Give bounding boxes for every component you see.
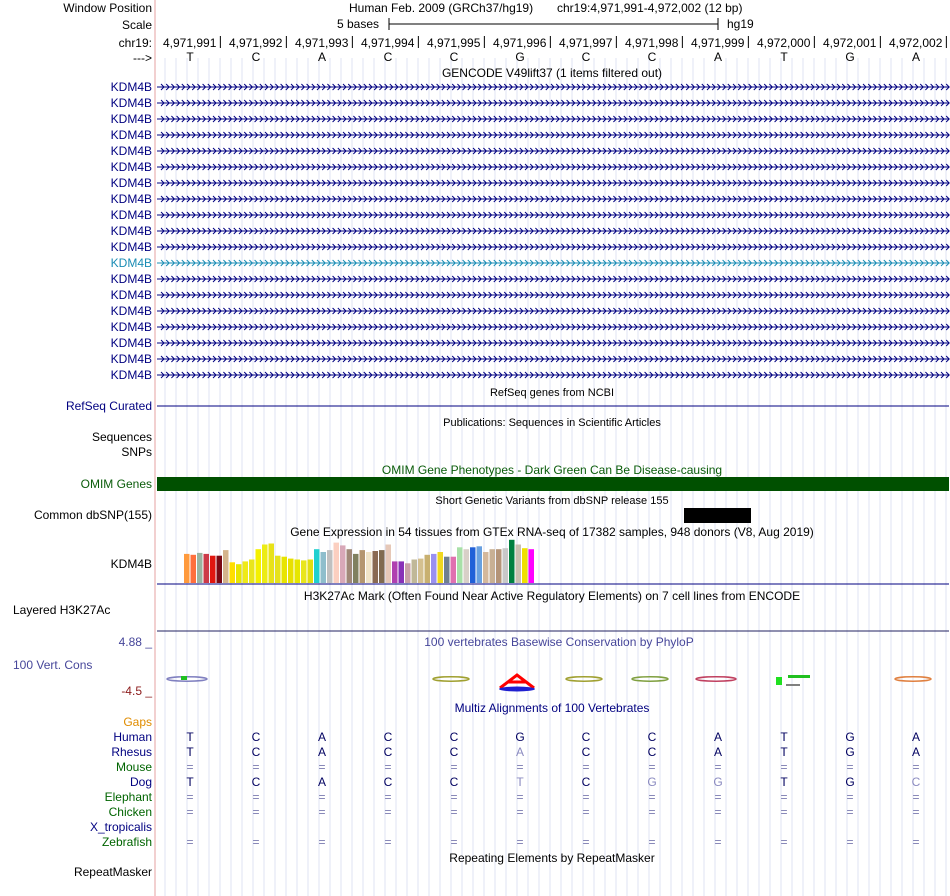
gtex-tissue-bar <box>457 547 463 583</box>
gencode-gene-label[interactable]: KDM4B <box>110 128 152 142</box>
multiz-aligned-base: = <box>846 835 854 849</box>
multiz-species-label[interactable]: X_tropicalis <box>89 820 152 834</box>
multiz-aligned-base: C <box>647 730 657 744</box>
multiz-aligned-base: A <box>713 730 723 744</box>
multiz-aligned-base: = <box>912 790 920 804</box>
multiz-aligned-base: = <box>384 835 392 849</box>
multiz-aligned-base: T <box>780 730 788 744</box>
phylop-logo-mark <box>181 676 187 680</box>
multiz-aligned-base: C <box>581 775 591 789</box>
multiz-aligned-base: C <box>383 745 393 759</box>
ruler-position-label: 4,972,001 <box>823 36 877 50</box>
gtex-tissue-bar <box>366 552 372 583</box>
gtex-tissue-bar <box>425 555 431 583</box>
phylop-logo <box>696 677 736 681</box>
gtex-tissue-bar <box>184 554 190 583</box>
reference-base: C <box>251 50 261 64</box>
gtex-tissue-bar <box>353 554 359 583</box>
gtex-tissue-bar <box>334 543 340 583</box>
reference-base: A <box>317 50 327 64</box>
multiz-aligned-base: = <box>318 760 326 774</box>
gtex-tissue-bar <box>483 552 489 583</box>
multiz-aligned-base: = <box>516 790 524 804</box>
phylop-min-label: -4.5 _ <box>121 684 152 698</box>
publications-snps-label[interactable]: SNPs <box>121 445 152 459</box>
gtex-tissue-bar <box>399 561 405 583</box>
gtex-tissue-bar <box>191 555 197 583</box>
omim-track-title[interactable]: OMIM Gene Phenotypes - Dark Green Can Be Disease-causing <box>381 463 723 477</box>
multiz-aligned-base: = <box>648 790 656 804</box>
ruler-position-label: 4,971,996 <box>493 36 547 50</box>
multiz-aligned-base: = <box>780 790 788 804</box>
multiz-aligned-base: G <box>845 775 855 789</box>
multiz-aligned-base: = <box>384 790 392 804</box>
multiz-aligned-base: A <box>317 745 327 759</box>
multiz-aligned-base: C <box>251 775 261 789</box>
omim-gene-bar <box>157 477 949 491</box>
gtex-tissue-bar <box>223 550 229 583</box>
multiz-aligned-base: T <box>186 775 194 789</box>
multiz-species-label[interactable]: Elephant <box>104 790 152 804</box>
multiz-aligned-base: = <box>846 760 854 774</box>
gtex-tissue-bar <box>522 548 528 583</box>
ruler-position-label: 4,971,997 <box>559 36 613 50</box>
phylop-logo-t <box>788 675 810 678</box>
gencode-gene-label[interactable]: KDM4B <box>110 192 152 206</box>
common-dbsnp-label[interactable]: Common dbSNP(155) <box>33 508 152 522</box>
strand-label: ---> <box>133 51 152 65</box>
position-text: chr19:4,971,991-4,972,002 (12 bp) <box>557 1 743 15</box>
phylop-logo <box>566 677 602 681</box>
reference-base: C <box>581 50 591 64</box>
reference-base: G <box>515 50 525 64</box>
gtex-tissue-bar <box>509 540 515 583</box>
multiz-aligned-base: A <box>317 730 327 744</box>
reference-base: G <box>845 50 855 64</box>
phylop-logo <box>632 677 668 681</box>
multiz-aligned-base: C <box>581 730 591 744</box>
gtex-tissue-bar <box>249 560 255 584</box>
reference-base: T <box>186 50 194 64</box>
multiz-aligned-base: = <box>582 835 590 849</box>
multiz-aligned-base: = <box>582 805 590 819</box>
gtex-tissue-bar <box>301 560 307 583</box>
gtex-tissue-bar <box>282 557 288 583</box>
gtex-tissue-bar <box>321 552 327 583</box>
gencode-gene-label[interactable]: KDM4B <box>110 176 152 190</box>
chrom-label: chr19: <box>118 36 152 50</box>
gtex-tissue-bar <box>438 552 444 583</box>
scale-bar-label: 5 bases <box>337 17 380 31</box>
repeatmasker-label[interactable]: RepeatMasker <box>73 865 152 879</box>
multiz-aligned-base: A <box>713 745 723 759</box>
reference-base: A <box>713 50 723 64</box>
gtex-tissue-bar <box>503 548 509 583</box>
multiz-aligned-base: = <box>252 790 260 804</box>
gtex-tissue-bar <box>210 556 216 583</box>
gtex-tissue-bar <box>464 549 470 583</box>
multiz-aligned-base: T <box>186 730 194 744</box>
multiz-aligned-base: A <box>317 775 327 789</box>
multiz-aligned-base: C <box>449 745 459 759</box>
multiz-aligned-base: = <box>846 790 854 804</box>
gencode-track-title[interactable]: GENCODE V49lift37 (1 items filtered out) <box>441 66 663 80</box>
gtex-tissue-bar <box>256 549 262 583</box>
multiz-aligned-base: = <box>318 790 326 804</box>
multiz-aligned-base: G <box>845 730 855 744</box>
multiz-species-label[interactable]: Chicken <box>108 805 152 819</box>
gtex-tissue-bar <box>516 545 522 584</box>
multiz-aligned-base: = <box>384 760 392 774</box>
phylop-logo-t-stem <box>776 677 782 685</box>
gtex-tissue-bar <box>236 564 242 583</box>
multiz-aligned-base: G <box>515 730 525 744</box>
gtex-tissue-bar <box>275 556 281 583</box>
multiz-species-label[interactable]: Dog <box>129 775 152 789</box>
gencode-gene-label[interactable]: KDM4B <box>110 352 152 366</box>
multiz-aligned-base: = <box>384 805 392 819</box>
gtex-tissue-bar <box>360 550 366 583</box>
gencode-gene-label[interactable]: KDM4B <box>110 256 152 270</box>
multiz-aligned-base: T <box>186 745 194 759</box>
multiz-aligned-base: A <box>515 745 525 759</box>
ruler-position-label: 4,972,002 <box>889 36 943 50</box>
multiz-aligned-base: T <box>516 775 524 789</box>
db-label: hg19 <box>727 17 754 31</box>
multiz-species-label[interactable]: Mouse <box>115 760 152 774</box>
gtex-tissue-bar <box>295 560 301 584</box>
gencode-gene-label[interactable]: KDM4B <box>110 368 152 382</box>
gtex-tissue-bar <box>269 544 275 584</box>
multiz-aligned-base: = <box>912 835 920 849</box>
gtex-tissue-bar <box>262 545 268 584</box>
gtex-tissue-bar <box>379 550 385 583</box>
multiz-aligned-base: = <box>516 805 524 819</box>
multiz-aligned-base: = <box>450 790 458 804</box>
ruler-position-label: 4,971,993 <box>295 36 349 50</box>
multiz-aligned-base: = <box>582 790 590 804</box>
gencode-gene-label[interactable]: KDM4B <box>110 240 152 254</box>
gtex-tissue-bar <box>243 561 249 583</box>
gencode-gene-label[interactable]: KDM4B <box>110 304 152 318</box>
multiz-aligned-base: = <box>714 835 722 849</box>
gtex-tissue-bar <box>288 559 294 583</box>
multiz-aligned-base: A <box>911 730 921 744</box>
multiz-species-label[interactable]: Human <box>113 730 152 744</box>
gtex-tissue-bar <box>405 563 411 583</box>
ruler-position-label: 4,972,000 <box>757 36 811 50</box>
gtex-tissue-bar <box>490 549 496 583</box>
gtex-gene-label[interactable]: KDM4B <box>110 557 152 571</box>
gtex-tissue-bar <box>477 546 483 583</box>
repeatmasker-track-title[interactable]: Repeating Elements by RepeatMasker <box>449 851 655 865</box>
multiz-aligned-base: = <box>318 805 326 819</box>
multiz-aligned-base: = <box>450 835 458 849</box>
ruler-position-label: 4,971,995 <box>427 36 481 50</box>
gtex-tissue-bar <box>314 549 320 583</box>
multiz-aligned-base: = <box>186 805 194 819</box>
gencode-gene-label[interactable]: KDM4B <box>110 288 152 302</box>
gencode-gene-label[interactable]: KDM4B <box>110 336 152 350</box>
gencode-gene-label[interactable]: KDM4B <box>110 112 152 126</box>
gtex-tissue-bar <box>412 560 418 584</box>
multiz-aligned-base: = <box>780 835 788 849</box>
gtex-tissue-bar <box>529 549 535 583</box>
multiz-aligned-base: C <box>251 745 261 759</box>
gencode-gene-label[interactable]: KDM4B <box>110 80 152 94</box>
gencode-gene-label[interactable]: KDM4B <box>110 320 152 334</box>
ruler-position-label: 4,971,999 <box>691 36 745 50</box>
multiz-aligned-base: = <box>450 760 458 774</box>
ruler-position-label: 4,971,991 <box>163 36 217 50</box>
gencode-gene-label[interactable]: KDM4B <box>110 208 152 222</box>
h3k27ac-track-title[interactable]: H3K27Ac Mark (Often Found Near Active Regulatory Elements) on 7 cell lines from ENCODE <box>303 589 801 603</box>
multiz-aligned-base: = <box>912 805 920 819</box>
phylop-max-label: 4.88 _ <box>118 635 152 649</box>
gtex-tissue-bar <box>444 557 450 583</box>
multiz-aligned-base: = <box>582 760 590 774</box>
ruler-position-label: 4,971,992 <box>229 36 283 50</box>
gtex-tissue-bar <box>217 556 223 583</box>
multiz-aligned-base: = <box>846 805 854 819</box>
refseq-curated-label[interactable]: RefSeq Curated <box>65 399 152 413</box>
gtex-tissue-bar <box>451 557 457 583</box>
gtex-tissue-bar <box>431 554 437 583</box>
gtex-track-title[interactable]: Gene Expression in 54 tissues from GTEx RNA-seq of 17382 samples, 948 donors (V8, Aug 2019) <box>290 525 814 539</box>
refseq-track-title[interactable]: RefSeq genes from NCBI <box>489 387 615 399</box>
multiz-aligned-base: = <box>714 805 722 819</box>
multiz-aligned-base: = <box>780 805 788 819</box>
multiz-aligned-base: G <box>713 775 723 789</box>
multiz-species-label[interactable]: Rhesus <box>111 745 152 759</box>
multiz-aligned-base: = <box>252 805 260 819</box>
dbsnp-variant <box>684 508 751 523</box>
multiz-aligned-base: T <box>780 775 788 789</box>
reference-base: A <box>911 50 921 64</box>
multiz-aligned-base: = <box>516 760 524 774</box>
phylop-track-label[interactable]: 100 Vert. Cons <box>13 658 93 672</box>
multiz-aligned-base: = <box>186 835 194 849</box>
multiz-aligned-base: = <box>714 790 722 804</box>
gtex-tissue-bar <box>418 559 424 583</box>
multiz-aligned-base: C <box>251 730 261 744</box>
gtex-tissue-bar <box>327 550 333 583</box>
multiz-aligned-base: C <box>449 775 459 789</box>
gencode-gene-label[interactable]: KDM4B <box>110 144 152 158</box>
multiz-aligned-base: = <box>252 835 260 849</box>
reference-base: T <box>780 50 788 64</box>
gtex-tissue-bar <box>392 561 398 583</box>
gtex-tissue-bar <box>197 553 203 583</box>
layered-h3k27ac-label[interactable]: Layered H3K27Ac <box>13 603 111 617</box>
reference-base: C <box>449 50 459 64</box>
multiz-species-label[interactable]: Zebrafish <box>101 835 152 849</box>
multiz-aligned-base: = <box>318 835 326 849</box>
gtex-tissue-bar <box>347 549 353 583</box>
gencode-gene-label[interactable]: KDM4B <box>110 96 152 110</box>
multiz-aligned-base: C <box>911 775 921 789</box>
multiz-aligned-base: = <box>186 790 194 804</box>
multiz-track-title[interactable]: Multiz Alignments of 100 Vertebrates <box>454 701 650 715</box>
gtex-tissue-bar <box>386 545 392 584</box>
multiz-aligned-base: C <box>449 730 459 744</box>
multiz-aligned-base: A <box>911 745 921 759</box>
multiz-aligned-base: = <box>252 760 260 774</box>
assembly-text: Human Feb. 2009 (GRCh37/hg19) <box>349 1 534 15</box>
reference-base: C <box>647 50 657 64</box>
multiz-aligned-base: G <box>845 745 855 759</box>
reference-base: C <box>383 50 393 64</box>
multiz-aligned-base: T <box>780 745 788 759</box>
gtex-tissue-bar <box>496 549 502 583</box>
multiz-aligned-base: = <box>450 805 458 819</box>
multiz-aligned-base: C <box>383 730 393 744</box>
multiz-aligned-base: = <box>912 760 920 774</box>
gtex-tissue-bar <box>340 545 346 583</box>
gtex-tissue-bar <box>470 547 476 583</box>
multiz-aligned-base: = <box>648 805 656 819</box>
multiz-aligned-base: C <box>581 745 591 759</box>
phylop-track-title[interactable]: 100 vertebrates Basewise Conservation by PhyloP <box>424 635 694 649</box>
publications-track-title[interactable]: Publications: Sequences in Scientific Articles <box>443 417 661 429</box>
multiz-gaps-label[interactable]: Gaps <box>123 715 152 729</box>
multiz-aligned-base: = <box>186 760 194 774</box>
gtex-tissue-bar <box>230 562 236 583</box>
gencode-gene-label[interactable]: KDM4B <box>110 224 152 238</box>
gencode-gene-label[interactable]: KDM4B <box>110 160 152 174</box>
dbsnp-track-title[interactable]: Short Genetic Variants from dbSNP release 155 <box>435 495 669 507</box>
multiz-aligned-base: = <box>648 760 656 774</box>
phylop-logo-base <box>499 687 535 692</box>
gtex-tissue-bar <box>204 554 210 583</box>
gencode-gene-label[interactable]: KDM4B <box>110 272 152 286</box>
multiz-aligned-base: = <box>780 760 788 774</box>
ruler-position-label: 4,971,994 <box>361 36 415 50</box>
multiz-aligned-base: = <box>516 835 524 849</box>
multiz-aligned-base: G <box>647 775 657 789</box>
multiz-aligned-base: C <box>383 775 393 789</box>
ruler-position-label: 4,971,998 <box>625 36 679 50</box>
multiz-aligned-base: C <box>647 745 657 759</box>
gtex-tissue-bar <box>373 551 379 583</box>
scale-label: Scale <box>121 18 152 32</box>
multiz-aligned-base: = <box>714 760 722 774</box>
window-position-label: Window Position <box>63 1 152 15</box>
gtex-tissue-bar <box>308 560 314 584</box>
publications-sequences-label[interactable]: Sequences <box>91 430 152 444</box>
omim-genes-label[interactable]: OMIM Genes <box>80 477 152 491</box>
multiz-aligned-base: = <box>648 835 656 849</box>
